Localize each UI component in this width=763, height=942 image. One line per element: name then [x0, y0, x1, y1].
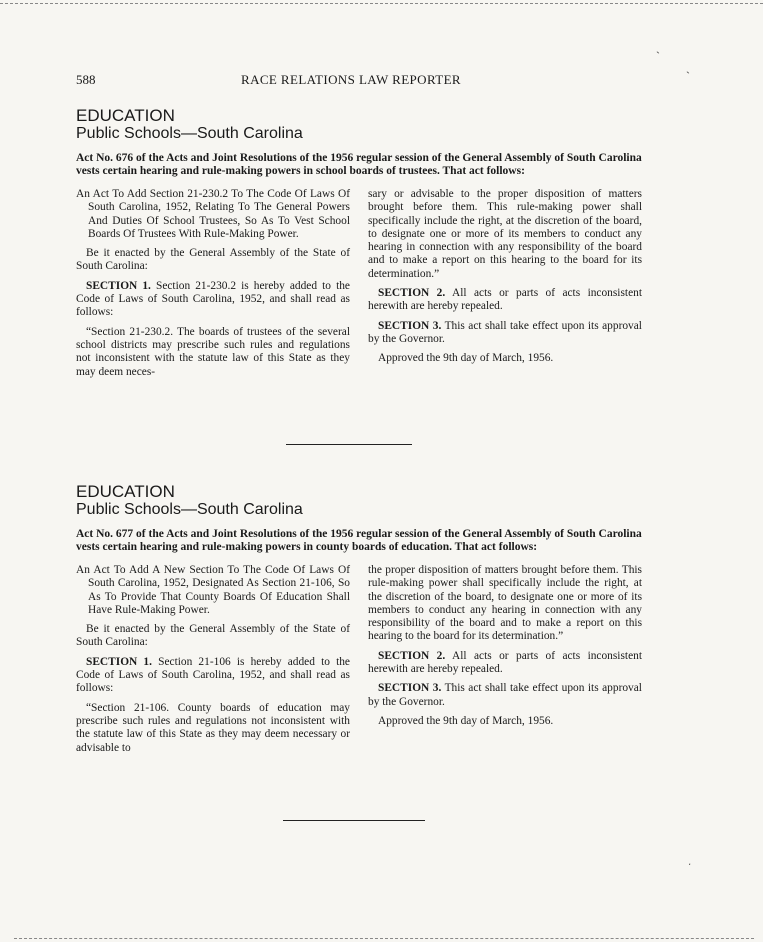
section-subheading: Public Schools—South Carolina — [76, 125, 303, 142]
enacting-clause: Be it enacted by the General Assembly of the State of South Carolina: — [76, 247, 350, 273]
quoted-section-text: “Section 21-106. County boards of education may prescribe such rules and regulations not inconsistent with the statute law of this State as they may deem necessary or advisable to — [76, 701, 350, 754]
right-column — [368, 564, 642, 761]
section-2-paragraph — [368, 650, 642, 677]
scan-speck: ˑ — [688, 858, 692, 872]
left-column — [76, 188, 350, 385]
section-2-text: All acts or parts of acts inconsistent herewith are hereby repealed. — [368, 287, 642, 313]
left-column — [76, 564, 350, 761]
section-divider — [283, 820, 425, 821]
act-intro: Act No. 676 of the Acts and Joint Resolutions of the 1956 regular session of the General Assembly of South Carolina vests certain hearing and rule-making powers in school boards of trustees. That act follows: — [76, 152, 642, 177]
approval-date: Approved the 9th day of March, 1956. — [378, 714, 554, 727]
right-column — [368, 188, 642, 385]
approval-date: Approved the 9th day of March, 1956. — [378, 352, 554, 365]
section-2-paragraph — [368, 287, 642, 314]
section-3-paragraph — [368, 682, 642, 709]
section-3-label: SECTION 3. — [378, 319, 442, 332]
section-1-paragraph — [76, 656, 350, 696]
section-2-label: SECTION 2. — [378, 287, 446, 300]
section-1-text: Section 21-230.2 is hereby added to the Code of Laws of South Carolina, 1952, and shall read as follows: — [76, 279, 350, 319]
section-3-label: SECTION 3. — [378, 682, 442, 695]
section-heading: EDUCATION — [76, 106, 175, 125]
two-column-body — [76, 564, 642, 761]
section-2-label: SECTION 2. — [378, 649, 446, 662]
section-1-label: SECTION 1. — [86, 655, 152, 668]
scan-speck: ˎ — [656, 40, 660, 54]
act-title: An Act To Add A New Section To The Code Of Laws Of South Carolina, 1952, Designated As Section 21-106, So As To Provide That County Boards Of Education Shall Have Rule-Making Power. — [76, 564, 350, 616]
scan-speck: ˎ — [686, 60, 690, 74]
article-act-677 — [76, 483, 642, 761]
section-heading: EDUCATION — [76, 482, 175, 501]
section-2-text: All acts or parts of acts inconsistent herewith are hereby repealed. — [368, 649, 642, 676]
quoted-section-text: “Section 21-230.2. The boards of trustees of the several school districts may prescribe such rules and regulations not inconsistent with the statute law of this State as they may deem neces- — [76, 325, 350, 378]
continued-text: the proper disposition of matters brought before them. This rule-making power shall specifically include the right, at the discretion of the board, to designate one or more of its members to conduct any hearing in connection with any responsibility of the board and to make a report on this hearing to the board for its determination.” — [368, 564, 642, 643]
article-act-676 — [76, 107, 642, 385]
section-1-label: SECTION 1. — [86, 279, 151, 292]
section-3-text: This act shall take effect upon its approval by the Governor. — [368, 682, 642, 708]
act-title: An Act To Add Section 21-230.2 To The Code Of Laws Of South Carolina, 1952, Relating To The General Powers And Duties Of School Trustees, So As To Vest School Boards Of Trustees With Rule-Making Power. — [76, 188, 350, 240]
two-column-body — [76, 188, 642, 385]
bottom-dashed-border — [14, 938, 754, 939]
section-3-paragraph — [368, 320, 642, 347]
enacting-clause: Be it enacted by the General Assembly of the State of South Carolina: — [76, 623, 350, 649]
section-1-text: Section 21-106 is hereby added to the Code of Laws of South Carolina, 1952, and shall read as follows: — [76, 655, 350, 695]
act-intro: Act No. 677 of the Acts and Joint Resolutions of the 1956 regular session of the General Assembly of South Carolina vests certain hearing and rule-making powers in county boards of education. That act follows: — [76, 528, 642, 553]
section-subheading: Public Schools—South Carolina — [76, 501, 303, 518]
page-number: 588 — [76, 72, 96, 87]
section-3-text: This act shall take effect upon its approval by the Governor. — [368, 319, 642, 345]
section-1-paragraph — [76, 280, 350, 320]
page-header — [76, 72, 641, 90]
continued-text: sary or advisable to the proper disposition of matters brought before them. This rule-making power shall specifically include the right, at the discretion of the board, to designate one or more of its members to conduct any hearing in connection with any responsibility of the board and to make a report on this hearing to the board for its determination.” — [368, 188, 642, 280]
running-head: RACE RELATIONS LAW REPORTER — [241, 72, 461, 87]
section-divider — [286, 444, 412, 445]
top-dashed-border — [0, 3, 763, 4]
